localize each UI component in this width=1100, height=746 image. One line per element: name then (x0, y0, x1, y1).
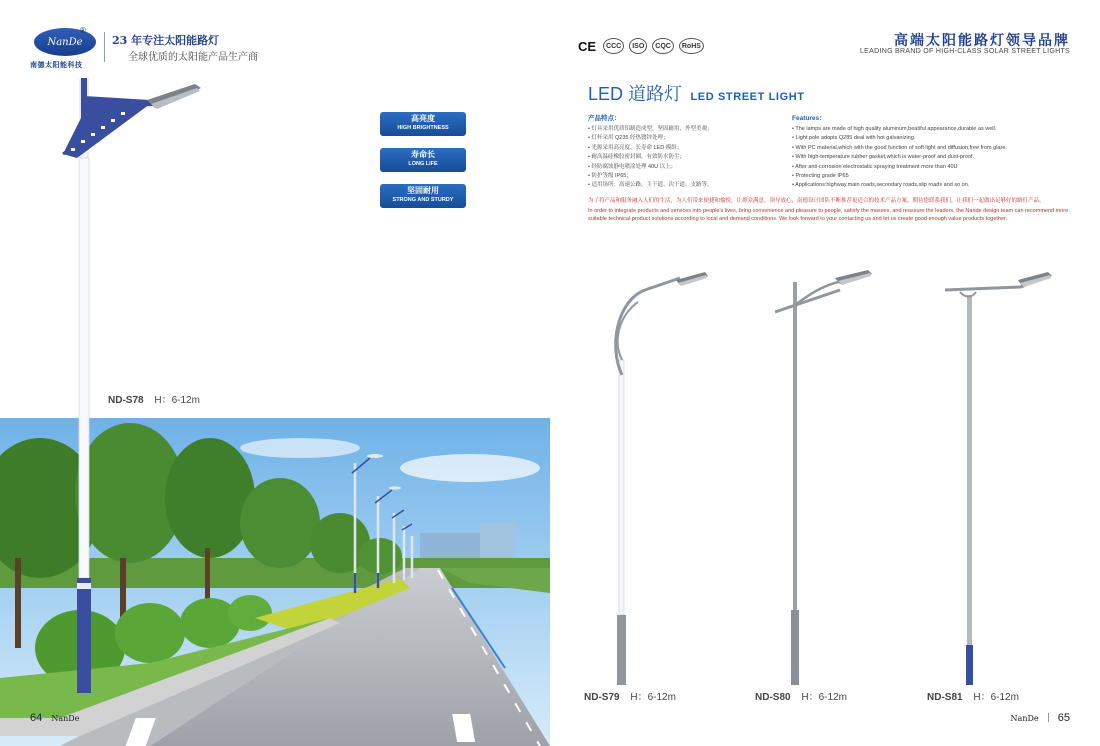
badge-en: HIGH BRIGHTNESS (397, 125, 449, 131)
model-code: ND-S80 (755, 692, 791, 703)
model-height: H：6-12m (630, 692, 676, 703)
ce-mark-icon: CE (578, 38, 597, 54)
certification-logos (576, 38, 704, 54)
badge-long-life (380, 148, 466, 172)
badge-en: STRONG AND STURDY (392, 197, 454, 203)
badge-cn: 寿命长 (411, 150, 435, 159)
ccc-mark-icon: CCC (603, 38, 624, 54)
title-en: LED STREET LIGHT (690, 91, 805, 103)
badge-cn: 坚固耐用 (407, 186, 439, 195)
badge-en: LONG LIFE (408, 161, 438, 167)
model-label-nd-s80 (755, 688, 847, 703)
badge-strong-sturdy (380, 184, 466, 208)
logo-divider (104, 32, 105, 62)
model-label-nd-s79 (584, 688, 676, 703)
features-en (792, 113, 1072, 191)
page-title (588, 80, 805, 106)
feature-item: • 灯具采用优质铝制造成型，坚固耐用，外型美观； (588, 125, 788, 134)
footer-separator (1048, 713, 1049, 722)
feature-item: • 经防腐蚀静电喷涂处理 40U 以上； (588, 163, 788, 172)
cqc-mark-icon: CQC (652, 38, 674, 54)
logo-oval: NanDe (34, 28, 96, 56)
model-code: ND-S79 (584, 692, 620, 703)
right-page (550, 0, 1100, 746)
feature-item: • 适用场所：高速公路、主干道、次干道、支路等。 (588, 181, 788, 190)
model-label-nd-s78 (108, 391, 200, 406)
brand-slogan-cn: 高端太阳能路灯领导品牌 (894, 32, 1070, 48)
feature-item: • Light pole adopts Q285 deal with hot galvanizing. (792, 134, 1072, 143)
badge-high-brightness (380, 112, 466, 136)
feature-item: • 灯杆采用 Q235 经热镀锌处理； (588, 134, 788, 143)
logo-subtitle: 南德太阳能科技 (30, 62, 83, 69)
feature-item: • Protecting grade IP65 (792, 172, 1072, 181)
title-cn: LED 道路灯 (588, 84, 683, 104)
feature-item: • The lamps are made of high quality aluminum,beatiful appearance,durable as well. (792, 125, 1072, 134)
nd-s79-lamp-illustration (616, 272, 708, 685)
nd-s80-lamp-illustration (775, 270, 872, 685)
model-height: H：6-12m (801, 692, 847, 703)
rohs-mark-icon: RoHS (679, 38, 704, 54)
features-en-heading: Features： (792, 115, 826, 122)
tagline-years: 23 年专注太阳能路灯 (112, 34, 220, 47)
feature-item: • With high-temperature rubber gasket,which is water-proof and dust-proof. (792, 153, 1072, 162)
feature-item: • After anti-corrosion electrostatic spraying treatment more than 40U (792, 163, 1072, 172)
feature-badges (380, 112, 466, 220)
design-team-note-en: In order to integrate products and services into people's lives, bring convenience and pleasure to people, satisfy the masses, and reassure the leaders, the Nande design team can recommend more suitable technical product solutions according to local and demand conditions. We look forward to your contacting us and let us create good enough value products together. (588, 208, 1069, 222)
page-number: 65 (1057, 712, 1070, 724)
model-code: ND-S78 (108, 395, 144, 406)
model-label-nd-s81 (927, 688, 1019, 703)
nd-s81-lamp-illustration (945, 272, 1052, 685)
model-height: H：6-12m (154, 395, 200, 406)
feature-item: • With PC material,which with the good function of soft light and diffusion,free from glare. (792, 144, 1072, 153)
footer-brand: NanDe (51, 714, 80, 723)
features-cn-list (588, 125, 788, 191)
page-number: 64 (30, 712, 43, 724)
feature-item: • 光源采用高亮度、长寿命 LED 模组； (588, 144, 788, 153)
lamp-illustrations (550, 260, 1100, 690)
features-en-list (792, 125, 1072, 191)
feature-item: • Applications:highway,main roads,secondary roads,slip roads and so on. (792, 181, 1072, 190)
page-footer-right (1011, 712, 1070, 724)
model-code: ND-S81 (927, 692, 963, 703)
badge-cn: 高亮度 (411, 114, 435, 123)
design-team-note-cn: 为了将产品和服务融入人们的生活，为人们带来便捷和愉悦，让群众满意，领导放心，南德设计团队不断推荐更适合的技术产品方案，期待您联系我们，让我们一起做出足够好的路灯产品。 (588, 198, 1045, 204)
features-cn-heading: 产品特点： (588, 115, 621, 122)
nd-s78-lamp-illustration (55, 78, 215, 698)
features-cn (588, 113, 788, 191)
feature-item: • 防护等级 IP65； (588, 172, 788, 181)
registered-mark: ® (80, 26, 86, 35)
page-footer-left (30, 712, 79, 724)
model-height: H：6-12m (973, 692, 1019, 703)
feature-item: • 耐高温硅橡胶密封圈，有效防水防尘； (588, 153, 788, 162)
iso-mark-icon: ISO (629, 38, 647, 54)
footer-brand: NanDe (1010, 714, 1039, 723)
tagline-manufacturer: 全球优质的太阳能产品生产商 (128, 52, 258, 63)
brand-slogan-en: LEADING BRAND OF HIGH-CLASS SOLAR STREET LIGHTS (859, 48, 1070, 55)
